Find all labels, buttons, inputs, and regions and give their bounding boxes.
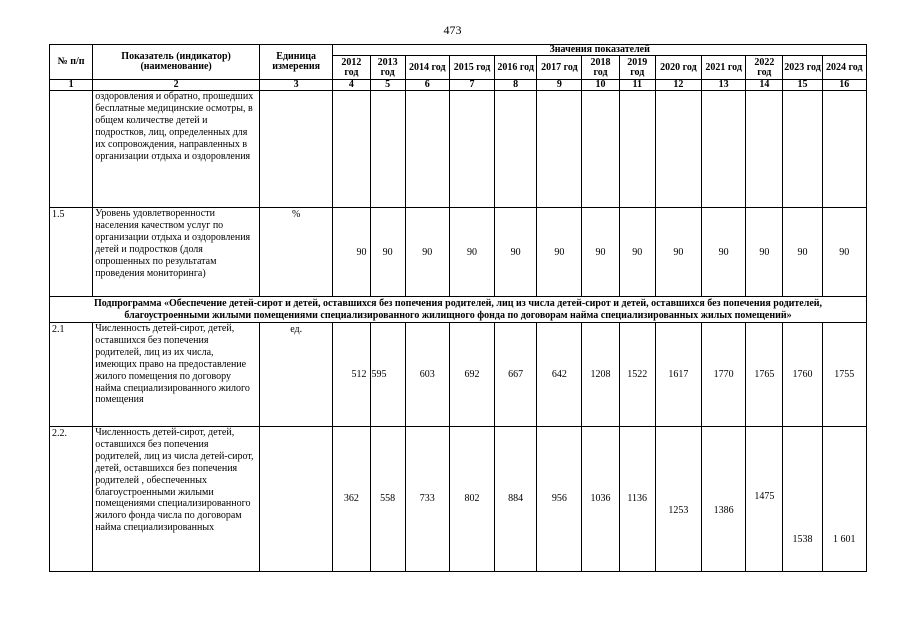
unit-cell: % xyxy=(260,208,333,297)
value-cell: 558 xyxy=(370,427,405,572)
value-cell: 1136 xyxy=(619,427,655,572)
value-cell: 1770 xyxy=(702,323,746,427)
value-cell: 1036 xyxy=(582,427,619,572)
value-cell: 1760 xyxy=(783,323,822,427)
row-number: 2.2. xyxy=(50,427,93,572)
table-row xyxy=(50,427,867,572)
column-number: 1 xyxy=(50,80,93,91)
section-title: Подпрограмма «Обеспечение детей-сирот и детей, оставшихся без попечения родителей, лиц из числа детей-сирот и детей, оставшихся без попечения родителей, благоустроенными жилыми помещениями специализированного жилищного фонда по договорам найма специализированных жилых помещений» xyxy=(50,297,867,323)
section-row xyxy=(50,297,867,323)
unit-cell xyxy=(260,427,333,572)
page-number: 473 xyxy=(443,23,462,37)
value-cell: 884 xyxy=(495,427,537,572)
row-number xyxy=(50,91,93,208)
value-cell: 90 xyxy=(655,208,701,297)
header-indicator: Показатель (индикатор) (наименование) xyxy=(93,45,260,80)
value-cell: 90 xyxy=(702,208,746,297)
header-year: 2022 год xyxy=(746,56,783,80)
value-cell: 512 xyxy=(333,323,370,427)
value-cell: 90 xyxy=(370,208,405,297)
value-cell: 90 xyxy=(405,208,449,297)
column-number: 13 xyxy=(702,80,746,91)
table-row xyxy=(50,208,867,297)
value-cell: 90 xyxy=(619,208,655,297)
value-cell: 667 xyxy=(495,323,537,427)
column-number: 4 xyxy=(333,80,370,91)
value-cell: 90 xyxy=(746,208,783,297)
value-cell: 956 xyxy=(537,427,582,572)
column-number: 2 xyxy=(93,80,260,91)
header-year: 2021 год xyxy=(702,56,746,80)
value-cell: 1755 xyxy=(822,323,866,427)
column-number: 16 xyxy=(822,80,866,91)
value-cell: 692 xyxy=(449,323,494,427)
indicator-name: Численность детей-сирот, детей, оставшихся без попечения родителей, лиц из их числа, имеющих право на предоставление жилого помещения по договору найма специализированного жилого помещения xyxy=(93,323,260,427)
value-cell: 1 601 xyxy=(822,427,866,572)
value-cell: 1765 xyxy=(746,323,783,427)
column-number: 14 xyxy=(746,80,783,91)
header-year: 2017 год xyxy=(537,56,582,80)
value-cell: 802 xyxy=(449,427,494,572)
header-year: 2013 год xyxy=(370,56,405,80)
table-row xyxy=(50,323,867,427)
column-number: 10 xyxy=(582,80,619,91)
value-cell: 603 xyxy=(405,323,449,427)
value-cell: 90 xyxy=(333,208,370,297)
value-cell: 1617 xyxy=(655,323,701,427)
value-cell: 1253 xyxy=(655,427,701,572)
header-year: 2020 год xyxy=(655,56,701,80)
column-number: 8 xyxy=(495,80,537,91)
indicator-name: оздоровления и обратно, прошедших бесплатные медицинские осмотры, в общем количестве детей и подростков, лиц, определенных для их сопровождения, направленных в организации отдыха и оздоровления xyxy=(93,91,260,208)
header-year: 2015 год xyxy=(449,56,494,80)
column-number: 6 xyxy=(405,80,449,91)
unit-cell: ед. xyxy=(260,323,333,427)
value-cell: 595 xyxy=(370,323,405,427)
value-cell: 1208 xyxy=(582,323,619,427)
value-cell: 90 xyxy=(582,208,619,297)
value-cell: 642 xyxy=(537,323,582,427)
value-cell: 90 xyxy=(537,208,582,297)
value-cell: 90 xyxy=(822,208,866,297)
row-number: 1.5 xyxy=(50,208,93,297)
indicator-name: Уровень удовлетворенности населения качеством услуг по организации отдыха и оздоровления детей и подростков (доля опрошенных по результатам проведения мониторинга) xyxy=(93,208,260,297)
column-number: 15 xyxy=(783,80,822,91)
header-year: 2016 год xyxy=(495,56,537,80)
header-year: 2019 год xyxy=(619,56,655,80)
value-cell: 362 xyxy=(333,427,370,572)
header-num: № п/п xyxy=(50,45,93,80)
column-number: 12 xyxy=(655,80,701,91)
header-year: 2018 год xyxy=(582,56,619,80)
column-number: 3 xyxy=(260,80,333,91)
value-cell: 1522 xyxy=(619,323,655,427)
value-cell: 733 xyxy=(405,427,449,572)
column-number: 9 xyxy=(537,80,582,91)
table-row xyxy=(50,91,867,208)
header-year: 2014 год xyxy=(405,56,449,80)
value-cell: 90 xyxy=(783,208,822,297)
value-cell: 90 xyxy=(449,208,494,297)
header-values-group: Значения показателей xyxy=(333,45,867,56)
unit-cell xyxy=(260,91,333,208)
indicators-table xyxy=(49,44,867,572)
value-cell: 90 xyxy=(495,208,537,297)
indicator-name: Численность детей-сирот, детей, оставшихся без попечения родителей, лиц из числа детей-сирот, детей, оставшихся без попечения родителей , обеспеченных благоустроенными жилыми помещениями специализированного жилого фонда числа по договорам найма специализированных xyxy=(93,427,260,572)
value-cell: 1475 xyxy=(746,427,783,572)
header-unit: Единица измерения xyxy=(260,45,333,80)
header-year: 2023 год xyxy=(783,56,822,80)
column-number: 11 xyxy=(619,80,655,91)
row-number: 2.1 xyxy=(50,323,93,427)
column-number: 7 xyxy=(449,80,494,91)
value-cell: 1386 xyxy=(702,427,746,572)
column-number: 5 xyxy=(370,80,405,91)
value-cell: 1538 xyxy=(783,427,822,572)
header-year: 2012 год xyxy=(333,56,370,80)
header-year: 2024 год xyxy=(822,56,866,80)
